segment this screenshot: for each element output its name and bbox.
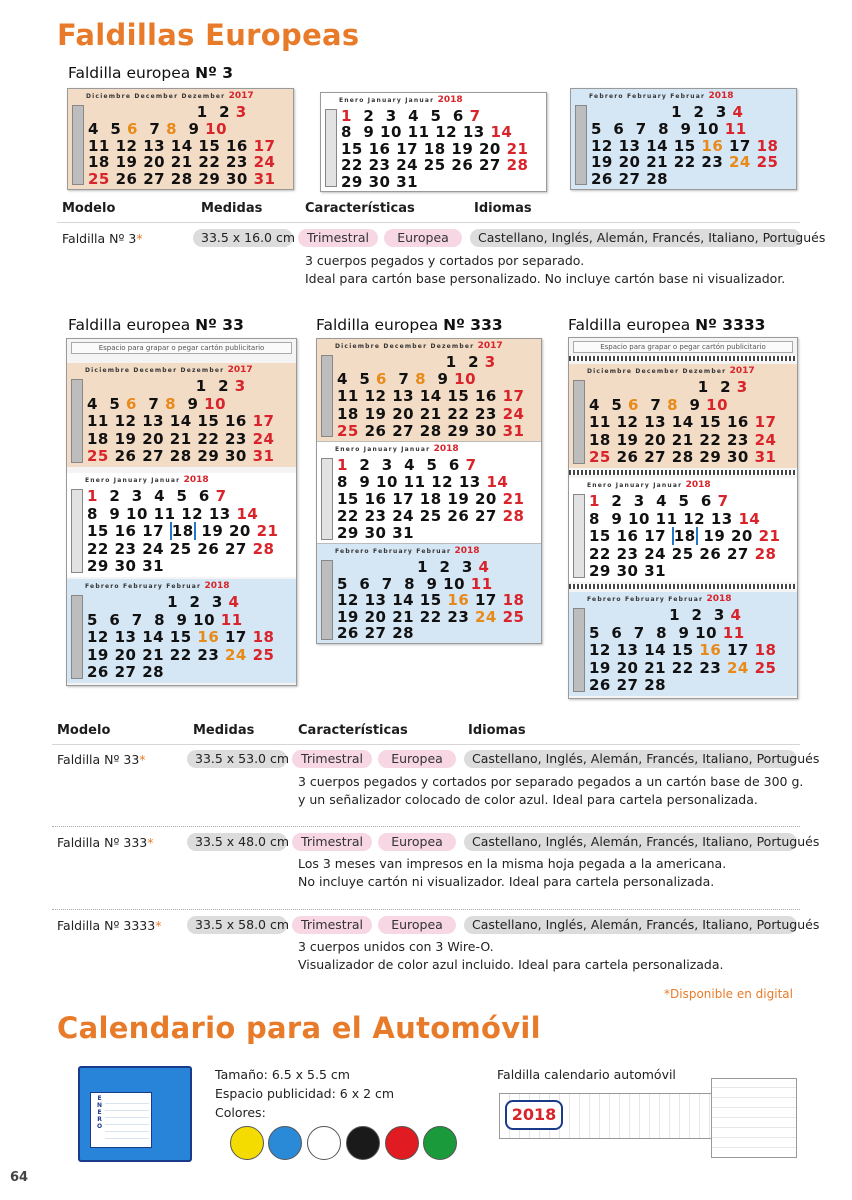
color-swatch-green (423, 1126, 457, 1160)
tag-europea: Europea (378, 750, 456, 768)
column-header-modelo: Modelo (62, 201, 116, 216)
calendar-panel-february: Febrero February Februar 2018 1 2 3 4 5 6 7 8 9 10 11 12 13 14 15 16 17 18 19 20 21 22 23 24 25 26 27 28 (571, 89, 796, 189)
product-model-3: Faldilla Nº 3* (62, 231, 143, 246)
column-header-idiomas: Idiomas (474, 201, 532, 216)
product-size-3333: 33.5 x 58.0 cm (187, 916, 287, 934)
column-header-caracteristicas-2: Características (298, 723, 408, 738)
calendar-image-33: Espacio para grapar o pegar cartón publicitario Diciembre December Dezember 2017 1 2 3 4 5 6 7 8 9 10 11 12 13 14 15 16 17 18 19 20 21 22 23 24 25 26 27 28 29 30 31 Enero January Januar 2018 1 2 3 4 5 6 7 8 9 10 11 12 13 14 15 16 17 18 19 20 21 22 23 24 25 26 27 28 29 30 31 Febrero February Februar 2018 1 2 3 4 5 6 7 8 9 10 11 12 13 14 15 16 17 18 19 20 21 22 23 24 25 26 27 28 (66, 338, 297, 686)
car-calendar-image (78, 1066, 192, 1162)
auto-size: Tamaño: 6.5 x 5.5 cm (215, 1067, 350, 1082)
faldilla-auto-label: Faldilla calendario automóvil (497, 1067, 676, 1082)
calendar-image-3-jan (320, 92, 547, 192)
product-size-33: 33.5 x 53.0 cm (187, 750, 287, 768)
tag-trimestral: Trimestral (292, 750, 372, 768)
product-description-333: Los 3 meses van impresos en la misma hoja pegada a la americana. No incluye cartón ni visualizador. Ideal para cartela personalizada. (298, 856, 727, 889)
tag-europea: Europea (378, 833, 456, 851)
calendar-image-3333: Espacio para grapar o pegar cartón publicitario Diciembre December Dezember 2017 1 2 3 4 5 6 7 8 9 10 11 12 13 14 15 16 17 18 19 20 21 22 23 24 25 26 27 28 29 30 31 Enero January Januar 2018 1 2 3 4 5 6 7 8 9 10 11 12 13 14 15 16 17 18 19 20 21 22 23 24 25 26 27 28 29 30 31 Febrero February Februar 2018 1 2 3 4 5 6 7 8 9 10 11 12 13 14 15 16 17 18 19 20 21 22 23 24 25 26 27 28 (568, 337, 798, 699)
product-size-3: 33.5 x 16.0 cm (193, 229, 293, 247)
column-header-medidas-2: Medidas (193, 723, 255, 738)
column-header-modelo-2: Modelo (57, 723, 111, 738)
product-languages-3: Castellano, Inglés, Alemán, Francés, Italiano, Portugués (470, 229, 801, 247)
product-model-333: Faldilla Nº 333* (57, 835, 154, 850)
section-title-faldillas: Faldillas Europeas (57, 18, 360, 52)
product-size-333: 33.5 x 48.0 cm (187, 833, 287, 851)
table-divider (57, 222, 800, 223)
auto-ad-space: Espacio publicidad: 6 x 2 cm (215, 1086, 395, 1101)
product-languages-33: Castellano, Inglés, Alemán, Francés, Italiano, Portugués (464, 750, 797, 768)
figure-title-333: Faldilla europea Nº 333 (316, 316, 503, 334)
wire-o-binding (569, 356, 797, 361)
banner-ad-space: Espacio para grapar o pegar cartón publicitario (71, 342, 292, 354)
color-swatch-yellow (230, 1126, 264, 1160)
figure-title-3333: Faldilla europea Nº 3333 (568, 316, 766, 334)
tag-europea: Europea (384, 229, 462, 247)
year-badge: 2018 (505, 1100, 563, 1130)
figure-title-3 (68, 64, 233, 82)
calendar-panel-january: Enero January Januar 2018 1 2 3 4 5 6 7 8 9 10 11 12 13 14 15 16 17 18 19 20 21 22 23 24 25 26 27 28 29 30 31 (321, 93, 546, 191)
column-header-medidas: Medidas (201, 201, 263, 216)
calendar-image-3-dec (67, 88, 294, 190)
product-description-33: 3 cuerpos pegados y cortados por separado pegados a un cartón base de 300 g. y un señalizador colocado de color azul. Ideal para cartela personalizada. (298, 774, 804, 807)
page-number: 64 (10, 1170, 29, 1185)
tag-trimestral: Trimestral (292, 833, 372, 851)
color-swatch-white (307, 1126, 341, 1160)
color-swatch-red (385, 1126, 419, 1160)
product-model-33: Faldilla Nº 33* (57, 752, 146, 767)
column-header-caracteristicas: Características (305, 201, 415, 216)
figure-title-33: Faldilla europea Nº 33 (68, 316, 244, 334)
product-description-3333: 3 cuerpos unidos con 3 Wire-O. Visualizador de color azul incluido. Ideal para cartela personalizada. (298, 939, 724, 972)
product-model-3333: Faldilla Nº 3333* (57, 918, 162, 933)
figure-label: Faldilla europea (68, 64, 191, 82)
product-languages-333: Castellano, Inglés, Alemán, Francés, Italiano, Portugués (464, 833, 797, 851)
calendar-panel-december: Diciembre December Dezember 2017 1 2 3 4 5 6 7 8 9 10 11 12 13 14 15 16 17 18 19 20 21 22 23 24 25 26 27 28 29 30 31 (68, 89, 293, 189)
faldilla-auto-fold (711, 1078, 797, 1158)
color-swatch-blue (268, 1126, 302, 1160)
tag-trimestral: Trimestral (298, 229, 378, 247)
color-swatch-black (346, 1126, 380, 1160)
product-languages-3333: Castellano, Inglés, Alemán, Francés, Italiano, Portugués (464, 916, 797, 934)
calendar-image-333: Diciembre December Dezember 2017 1 2 3 4 5 6 7 8 9 10 11 12 13 14 15 16 17 18 19 20 21 22 23 24 25 26 27 28 29 30 31 Enero January Januar 2018 1 2 3 4 5 6 7 8 9 10 11 12 13 14 15 16 17 18 19 20 21 22 23 24 25 26 27 28 29 30 31 Febrero February Februar 2018 1 2 3 4 5 6 7 8 9 10 11 12 13 14 15 16 17 18 19 20 21 22 23 24 25 26 27 28 (316, 338, 542, 644)
tag-trimestral: Trimestral (292, 916, 372, 934)
tag-europea: Europea (378, 916, 456, 934)
month-label: ENERO (96, 1095, 103, 1130)
digital-note: *Disponible en digital (664, 987, 793, 1001)
auto-colors-label: Colores: (215, 1105, 266, 1120)
column-header-idiomas-2: Idiomas (468, 723, 526, 738)
calendar-image-3-feb (570, 88, 797, 190)
product-description-3: 3 cuerpos pegados y cortados por separado. Ideal para cartón base personalizado. No incluye cartón base ni visualizador. (305, 253, 786, 286)
section-title-automovil: Calendario para el Automóvil (57, 1011, 541, 1045)
figure-number: Nº 3 (195, 64, 234, 82)
